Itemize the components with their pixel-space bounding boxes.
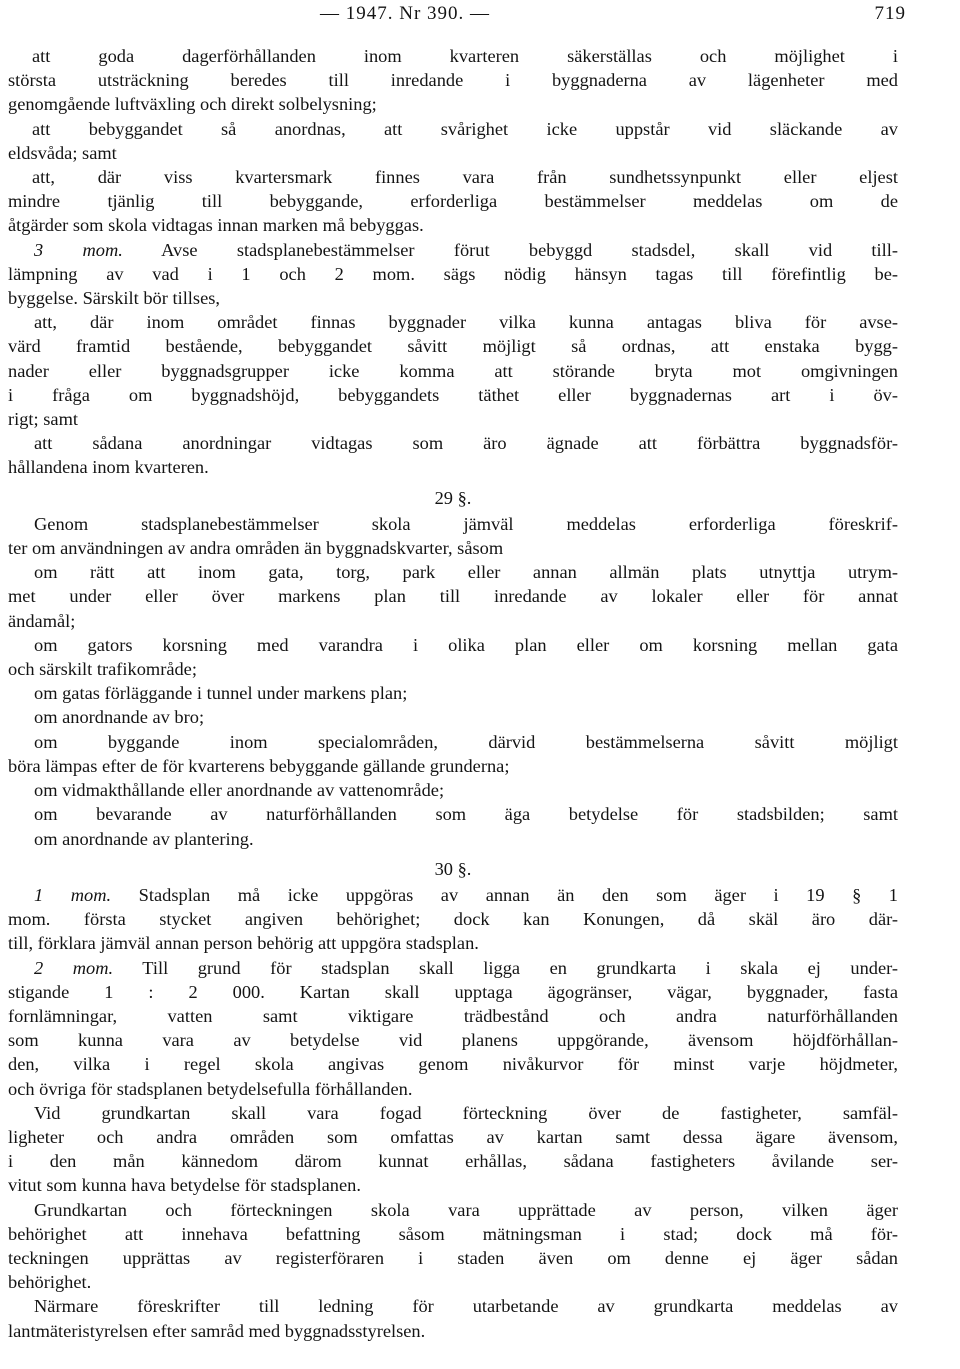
text-line: ter om användningen av andra områden än byggnadskvarter, såsom [8, 538, 504, 559]
text-line: om gators korsning med varandra i olika plan eller om korsning mellan gata [34, 634, 898, 655]
text-line: om anordnande av plantering. [34, 828, 254, 849]
text-line: och övriga för stadsplanen betydelsefulla förhållanden. [8, 1078, 413, 1099]
text-line: mindre tjänlig till bebyggande, erforderliga bestämmelser meddelas om de [8, 191, 898, 212]
text-line: met under eller över markens plan till inredande av lokaler eller för annat [8, 586, 898, 607]
text-line: som kunna vara av betydelse vid planens uppgörande, ävensom höjdförhållan- [8, 1030, 898, 1051]
text-line: att, där inom området finnas byggnader vilka kunna antagas bliva för avse- [34, 312, 898, 333]
text-line: genomgående luftväxling och direkt solbelysning; [8, 94, 377, 115]
section-heading-29: 29 §. [434, 487, 472, 508]
page-header [8, 2, 906, 30]
paragraph-block-1 [8, 44, 898, 238]
text-line: böra lämpas efter de för kvarterens bebyggande gällande grunderna; [8, 755, 510, 776]
text-line: värd framtid bestående, bebyggandet såvitt möjligt så ordnas, att enstaka bygg- [8, 336, 898, 357]
text-line: Genom stadsplanebestämmelser skola jämväl meddelas erforderliga föreskrif- [34, 513, 898, 534]
text-line: 2 mom. Till grund för stadsplan skall ligga en grundkarta i skala ej under- [34, 957, 898, 978]
text-line: ligheter och andra områden som omfattas av kartan samt dessa ägare ävensom, [8, 1126, 898, 1147]
text-line: om vidmakthållande eller anordnande av vattenområde; [34, 780, 445, 801]
text-line: fornlämningar, vatten samt viktigare trädbestånd och andra naturförhållanden [8, 1005, 898, 1026]
text-line: om anordnande av bro; [34, 707, 205, 728]
page-number: 719 [874, 3, 906, 24]
text-line: i fråga om byggnadshöjd, bebyggandets täthet eller byggnadernas art i öv- [8, 384, 898, 405]
text-line: 3 mom. Avse stadsplanebestämmelser förut bebyggd stadsdel, skall vid till- [34, 239, 898, 260]
text-line: att goda dagerförhållanden inom kvarteren säkerställas och möjlighet i [32, 46, 898, 66]
text-line: teckningen upprättas av registerföraren i staden även om denne ej äger sådan [8, 1247, 898, 1268]
text-line: 1 mom. Stadsplan må icke uppgöras av annan än den som äger i 19 § 1 [34, 884, 898, 905]
text-line: rigt; samt [8, 409, 78, 430]
text-line: att sådana anordningar vidtagas som äro ägnade att förbättra byggnadsför- [34, 433, 898, 454]
mom-label: 3 mom. [34, 239, 123, 260]
text-line: att bebyggandet så anordnas, att svårighet icke uppstår vid släckande av [32, 118, 898, 139]
text-line: om bevarande av naturförhållanden som äga betydelse för stadsbilden; samt [34, 804, 898, 825]
text-line: vitut som kunna hava betydelse för stadsplanen. [8, 1175, 361, 1196]
text-line: i den mån kännedom därom kunnat erhållas, sådana fastigheters åvilande ser- [8, 1151, 898, 1172]
section-heading-30: 30 §. [434, 858, 472, 879]
text-line: att, där viss kvartersmark finnes vara från sundhetssynpunkt eller eljest [32, 167, 898, 188]
mom-3-section [8, 238, 898, 480]
text-line: den, vilka i regel skola angivas genom nivåkurvor för minst varje höjdmeter, [8, 1054, 898, 1075]
text-line: Närmare föreskrifter till ledning för utarbetande av grundkarta meddelas av [34, 1296, 898, 1317]
text-line: lantmäteristyrelsen efter samråd med byggnadsstyrelsen. [8, 1320, 426, 1341]
text-line: stigande 1 : 2 000. Kartan skall upptaga ägogränser, vägar, byggnader, fasta [8, 981, 898, 1002]
text-line: Vid grundkartan skall vara fogad förteckning över de fastigheter, samfäl- [34, 1102, 898, 1123]
text-line: ändamål; [8, 610, 76, 631]
text-line: behörighet. [8, 1272, 92, 1293]
text-line: nader eller byggnadsgrupper icke komma att störande bryta mot omgivningen [8, 360, 898, 381]
text-line: om gatas förläggande i tunnel under markens plan; [34, 683, 408, 704]
text-line: mom. första stycket angiven behörighet; dock kan Konungen, då skäl äro där- [8, 909, 898, 930]
text-line: om byggande inom specialområden, därvid bestämmelserna såvitt möjligt [34, 731, 898, 752]
text-line: Grundkartan och förteckningen skola vara upprättade av person, vilken äger [34, 1199, 898, 1220]
document-page [0, 2, 960, 1369]
text-line: största utsträckning beredes till inredande i byggnaderna av lägenheter med [8, 70, 898, 91]
text-line: om rätt att inom gata, torg, park eller annan allmän plats utnyttja utrym- [34, 562, 898, 583]
section-29 [8, 512, 898, 851]
text-line: eldsvåda; samt [8, 142, 117, 163]
text-line: behörighet att innehava befattning såsom mätningsman i stad; dock må för- [8, 1223, 898, 1244]
text-line: och särskilt trafikområde; [8, 659, 197, 680]
text-line: hållandena inom kvarteren. [8, 457, 209, 478]
text-line: lämpning av vad i 1 och 2 mom. sägs nödig hänsyn tagas till förefintlig be- [8, 263, 898, 284]
text-line: till, förklara jämväl annan person behörig att uppgöra stadsplan. [8, 933, 479, 954]
text-line: byggelse. Särskilt bör tillses, [8, 288, 220, 309]
text-line: åtgärder som skola vidtagas innan marken må bebyggas. [8, 215, 424, 236]
mom-label: 2 mom. [34, 957, 114, 978]
mom-label: 1 mom. [34, 884, 112, 905]
statute-reference: — 1947. Nr 390. — [320, 3, 491, 24]
section-30 [8, 883, 898, 1343]
